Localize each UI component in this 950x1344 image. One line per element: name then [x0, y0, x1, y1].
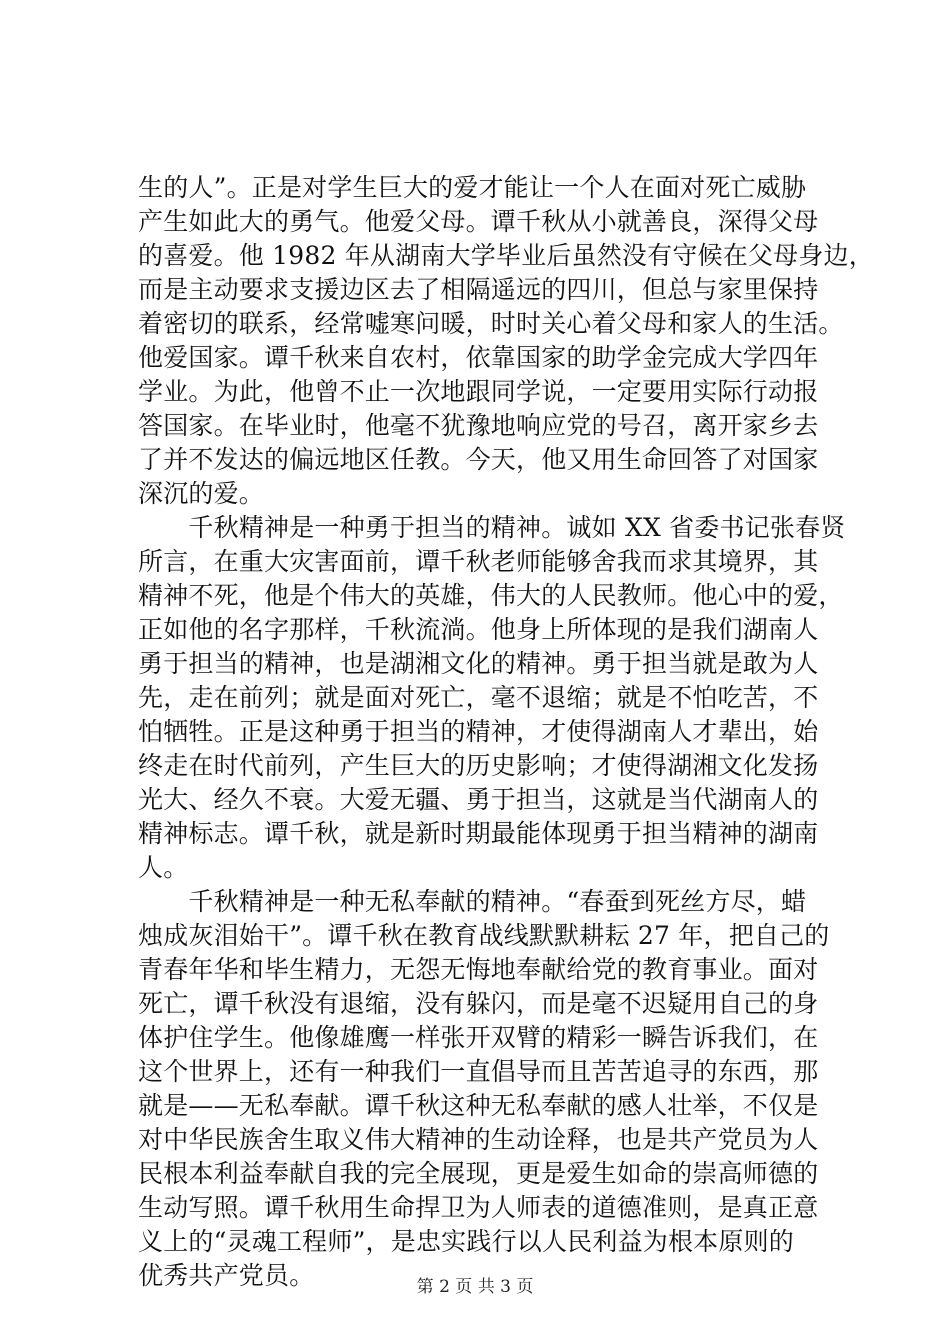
text-line: 光大、经久不衰。大爱无疆、勇于担当，这就是当代湖南人的: [138, 785, 819, 814]
text-line: 人。: [138, 853, 189, 882]
text-line: 烛成灰泪始干”。谭千秋在教育战线默默耕耘 27 年，把自己的: [138, 921, 830, 950]
text-line: 生的人”。正是对学生巨大的爱才能让一个人在面对死亡威胁: [138, 173, 807, 202]
text-line: 产生如此大的勇气。他爱父母。谭千秋从小就善良，深得父母: [138, 207, 819, 236]
text-line: 了并不发达的偏远地区任教。今天，他又用生命回答了对国家: [138, 445, 819, 474]
text-line: 青春年华和毕生精力，无怨无悔地奉献给党的教育事业。面对: [138, 955, 819, 984]
text-line: 千秋精神是一种勇于担当的精神。诚如 XX 省委书记张春贤: [138, 513, 846, 542]
text-line: 而是主动要求支援边区去了相隔遥远的四川，但总与家里保持: [138, 275, 819, 304]
text-line: 学业。为此，他曾不止一次地跟同学说，一定要用实际行动报: [138, 377, 819, 406]
text-line: 优秀共产党员。: [138, 1261, 315, 1290]
text-line: 义上的“灵魂工程师”，是忠实践行以人民利益为根本原则的: [138, 1227, 794, 1256]
text-line: 民根本利益奉献自我的完全展现，更是爱生如命的崇高师德的: [138, 1159, 819, 1188]
text-line: 正如他的名字那样，千秋流淌。他身上所体现的是我们湖南人: [138, 615, 819, 644]
text-line: 生动写照。谭千秋用生命捍卫为人师表的道德准则，是真正意: [138, 1193, 819, 1222]
text-line: 就是——无私奉献。谭千秋这种无私奉献的感人壮举，不仅是: [138, 1091, 819, 1120]
text-line: 精神标志。谭千秋，就是新时期最能体现勇于担当精神的湖南: [138, 819, 819, 848]
text-line: 终走在时代前列，产生巨大的历史影响；才使得湖湘文化发扬: [138, 751, 819, 780]
text-line: 他爱国家。谭千秋来自农村，依靠国家的助学金完成大学四年: [138, 343, 819, 372]
body-text: [138, 171, 874, 1293]
text-line: 的喜爱。他 1982 年从湖南大学毕业后虽然没有守候在父母身边，: [138, 241, 874, 270]
text-line: 体护住学生。他像雄鹰一样张开双臂的精彩一瞬告诉我们，在: [138, 1023, 819, 1052]
text-line: 先，走在前列；就是面对死亡，毫不退缩；就是不怕吃苦，不: [138, 683, 819, 712]
text-line: 勇于担当的精神，也是湖湘文化的精神。勇于担当就是敢为人: [138, 649, 819, 678]
text-line: 怕牺牲。正是这种勇于担当的精神，才使得湖南人才辈出，始: [138, 717, 819, 746]
text-line: 深沉的爱。: [138, 479, 265, 508]
page-number-footer: 第 2 页 共 3 页: [416, 1277, 534, 1297]
text-line: 着密切的联系，经常嘘寒问暖，时时关心着父母和家人的生活。: [138, 309, 844, 338]
text-line: 千秋精神是一种无私奉献的精神。“春蚕到死丝方尽，蜡: [138, 887, 807, 916]
text-line: 这个世界上，还有一种我们一直倡导而且苦苦追寻的东西，那: [138, 1057, 819, 1086]
text-line: 死亡，谭千秋没有退缩，没有躲闪，而是毫不迟疑用自己的身: [138, 989, 819, 1018]
text-line: 精神不死，他是个伟大的英雄，伟大的人民教师。他心中的爱，: [138, 581, 844, 610]
text-line: 对中华民族舍生取义伟大精神的生动诠释，也是共产党员为人: [138, 1125, 819, 1154]
text-line: 所言，在重大灾害面前，谭千秋老师能够舍我而求其境界，其: [138, 547, 819, 576]
text-line: 答国家。在毕业时，他毫不犹豫地响应党的号召，离开家乡去: [138, 411, 819, 440]
